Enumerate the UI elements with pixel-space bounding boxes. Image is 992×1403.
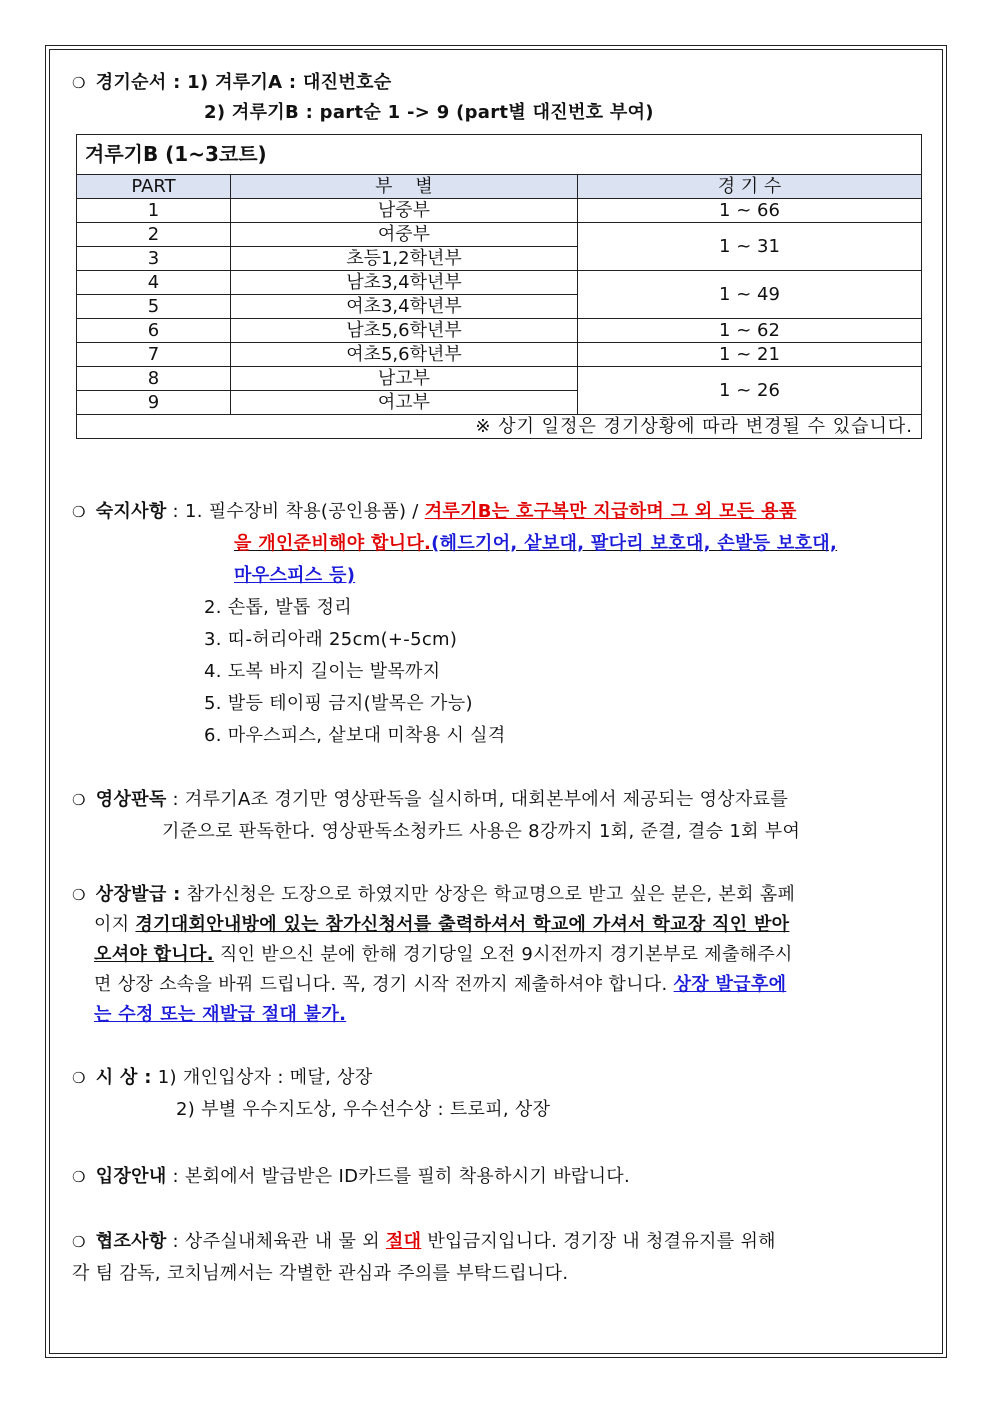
coop-text-1b: 반입금지입니다. 경기장 내 청결유지를 위해 (427, 1231, 776, 1252)
division-cell: 여초3,4학년부 (231, 295, 578, 319)
notes-item: 6. 마우스피스, 샅보대 미착용 시 실격 (204, 725, 506, 746)
order-label: 경기순서 (95, 72, 167, 93)
video-text-2: 기준으로 판독한다. 영상판독소청카드 사용은 8강까지 1회, 준결, 결승 1회 부여 (162, 821, 801, 842)
entry-label: 입장안내 (95, 1166, 167, 1187)
division-cell: 초등1,2학년부 (231, 247, 578, 271)
schedule-title: 겨루기B (1~3코트) (77, 135, 922, 175)
award-text-2a: 이지 (94, 914, 130, 935)
division-cell: 남초3,4학년부 (231, 271, 578, 295)
division-cell: 여고부 (231, 391, 578, 415)
table-row (77, 271, 922, 295)
part-cell: 5 (77, 295, 231, 319)
header-division: 부 별 (231, 175, 578, 199)
games-cell: 1 ~ 49 (578, 271, 922, 319)
notes-item-1-highlight: 겨루기B는 호구복만 지급하며 그 외 모든 용품 (424, 501, 797, 522)
part-cell: 3 (77, 247, 231, 271)
coop-text-2: 각 팀 감독, 코치님께서는 각별한 관심과 주의를 부탁드립니다. (72, 1263, 569, 1284)
bullet-icon: ❍ (72, 886, 86, 904)
division-cell: 남고부 (231, 367, 578, 391)
award-text-3a: 오셔야 합니다. (94, 944, 214, 965)
order-line-1: ❍ 경기순서 : 1) 겨루기A : 대진번호순 (72, 72, 392, 93)
order-item-2: 2) 겨루기B : part순 1 -> 9 (part별 대진번호 부여) (204, 102, 654, 123)
notes-line-1: ❍ 숙지사항 : 1. 필수장비 착용(공인용품) / 겨루기B는 호구복만 지급하며 그 외 모든 용품 (72, 501, 797, 522)
division-cell: 남중부 (231, 199, 578, 223)
notes-line-2 (234, 529, 837, 555)
bullet-icon: ❍ (72, 503, 86, 521)
header-games: 경 기 수 (578, 175, 922, 199)
part-cell: 9 (77, 391, 231, 415)
notes-item: 3. 띠-허리아래 25cm(+-5cm) (204, 629, 458, 650)
schedule-table (76, 134, 922, 439)
video-text-1: : 겨루기A조 경기만 영상판독을 실시하며, 대회본부에서 제공되는 영상자료를 (172, 789, 789, 810)
video-label: 영상판독 (95, 789, 167, 810)
table-row (77, 223, 922, 247)
order-item-1: 1) 겨루기A : 대진번호순 (187, 72, 392, 93)
part-cell: 2 (77, 223, 231, 247)
award-text-4b: 상장 발급후에 (673, 974, 787, 995)
coop-line-1 (72, 1227, 776, 1253)
video-line-1 (72, 785, 788, 811)
bullet-icon: ❍ (72, 1069, 86, 1087)
award-label: 상장발급 : (95, 884, 181, 905)
award-text-1: 참가신청은 도장으로 하였지만 상장은 학교명으로 받고 싶은 분은, 본회 홈페 (186, 884, 796, 905)
notes-item-1-gear-list: (헤드기어, 샅보대, 팔다리 보호대, 손발등 보호대, (431, 533, 838, 554)
header-part: PART (77, 175, 231, 199)
coop-text-1a: : 상주실내체육관 내 물 외 (172, 1231, 380, 1252)
award-text-2b: 경기대회안내방에 있는 참가신청서를 출력하셔서 학교에 가셔서 학교장 직인 받아 (135, 914, 790, 935)
notes-item: 4. 도복 바지 길이는 발목까지 (204, 661, 441, 682)
games-cell: 1 ~ 21 (578, 343, 922, 367)
award-line-2 (94, 910, 789, 936)
coop-label: 협조사항 (95, 1231, 167, 1252)
entry-text: : 본회에서 발급받은 ID카드를 필히 착용하시기 바랍니다. (172, 1166, 630, 1187)
entry-line (72, 1162, 630, 1188)
division-cell: 여초5,6학년부 (231, 343, 578, 367)
prize-line-1 (72, 1063, 373, 1089)
notes-item: 5. 발등 테이핑 금지(발목은 가능) (204, 693, 473, 714)
table-row (77, 367, 922, 391)
notes-item: 2. 손톱, 발톱 정리 (204, 597, 352, 618)
bullet-icon: ❍ (72, 791, 86, 809)
games-cell: 1 ~ 26 (578, 367, 922, 415)
part-cell: 7 (77, 343, 231, 367)
bullet-icon: ❍ (72, 74, 86, 92)
notes-item-1-highlight-cont: 을 개인준비해야 합니다. (234, 533, 432, 554)
prize-label: 시 상 : (95, 1067, 152, 1088)
division-cell: 남초5,6학년부 (231, 319, 578, 343)
award-line-3 (94, 940, 793, 966)
division-cell: 여중부 (231, 223, 578, 247)
table-row (77, 319, 922, 343)
part-cell: 6 (77, 319, 231, 343)
award-line-1 (72, 880, 795, 906)
part-cell: 4 (77, 271, 231, 295)
notes-item-1-text: 1. 필수장비 착용(공인용품) / (184, 501, 419, 522)
bullet-icon: ❍ (72, 1168, 86, 1186)
prize-text-1: 1) 개인입상자 : 메달, 상장 (157, 1067, 373, 1088)
award-text-5: 는 수정 또는 재발급 절대 불가. (94, 1004, 347, 1025)
part-cell: 1 (77, 199, 231, 223)
games-cell: 1 ~ 31 (578, 223, 922, 271)
games-cell: 1 ~ 66 (578, 199, 922, 223)
games-cell: 1 ~ 62 (578, 319, 922, 343)
part-cell: 8 (77, 367, 231, 391)
prize-text-2: 2) 부별 우수지도상, 우수선수상 : 트로피, 상장 (176, 1099, 551, 1120)
award-line-4 (94, 970, 786, 996)
table-row (77, 343, 922, 367)
award-text-3b: 직인 받으신 분에 한해 경기당일 오전 9시전까지 경기본부로 제출해주시 (219, 944, 793, 965)
notes-item-1-gear-list-cont: 마우스피스 등) (234, 565, 356, 586)
table-row (77, 199, 922, 223)
schedule-note: ※ 상기 일정은 경기상황에 따라 변경될 수 있습니다. (77, 415, 922, 439)
coop-text-1-emphasis: 절대 (385, 1231, 422, 1252)
bullet-icon: ❍ (72, 1233, 86, 1251)
notes-label: 숙지사항 (95, 501, 167, 522)
award-text-4a: 면 상장 소속을 바꿔 드립니다. 꼭, 경기 시작 전까지 제출하셔야 합니다. (94, 974, 668, 995)
